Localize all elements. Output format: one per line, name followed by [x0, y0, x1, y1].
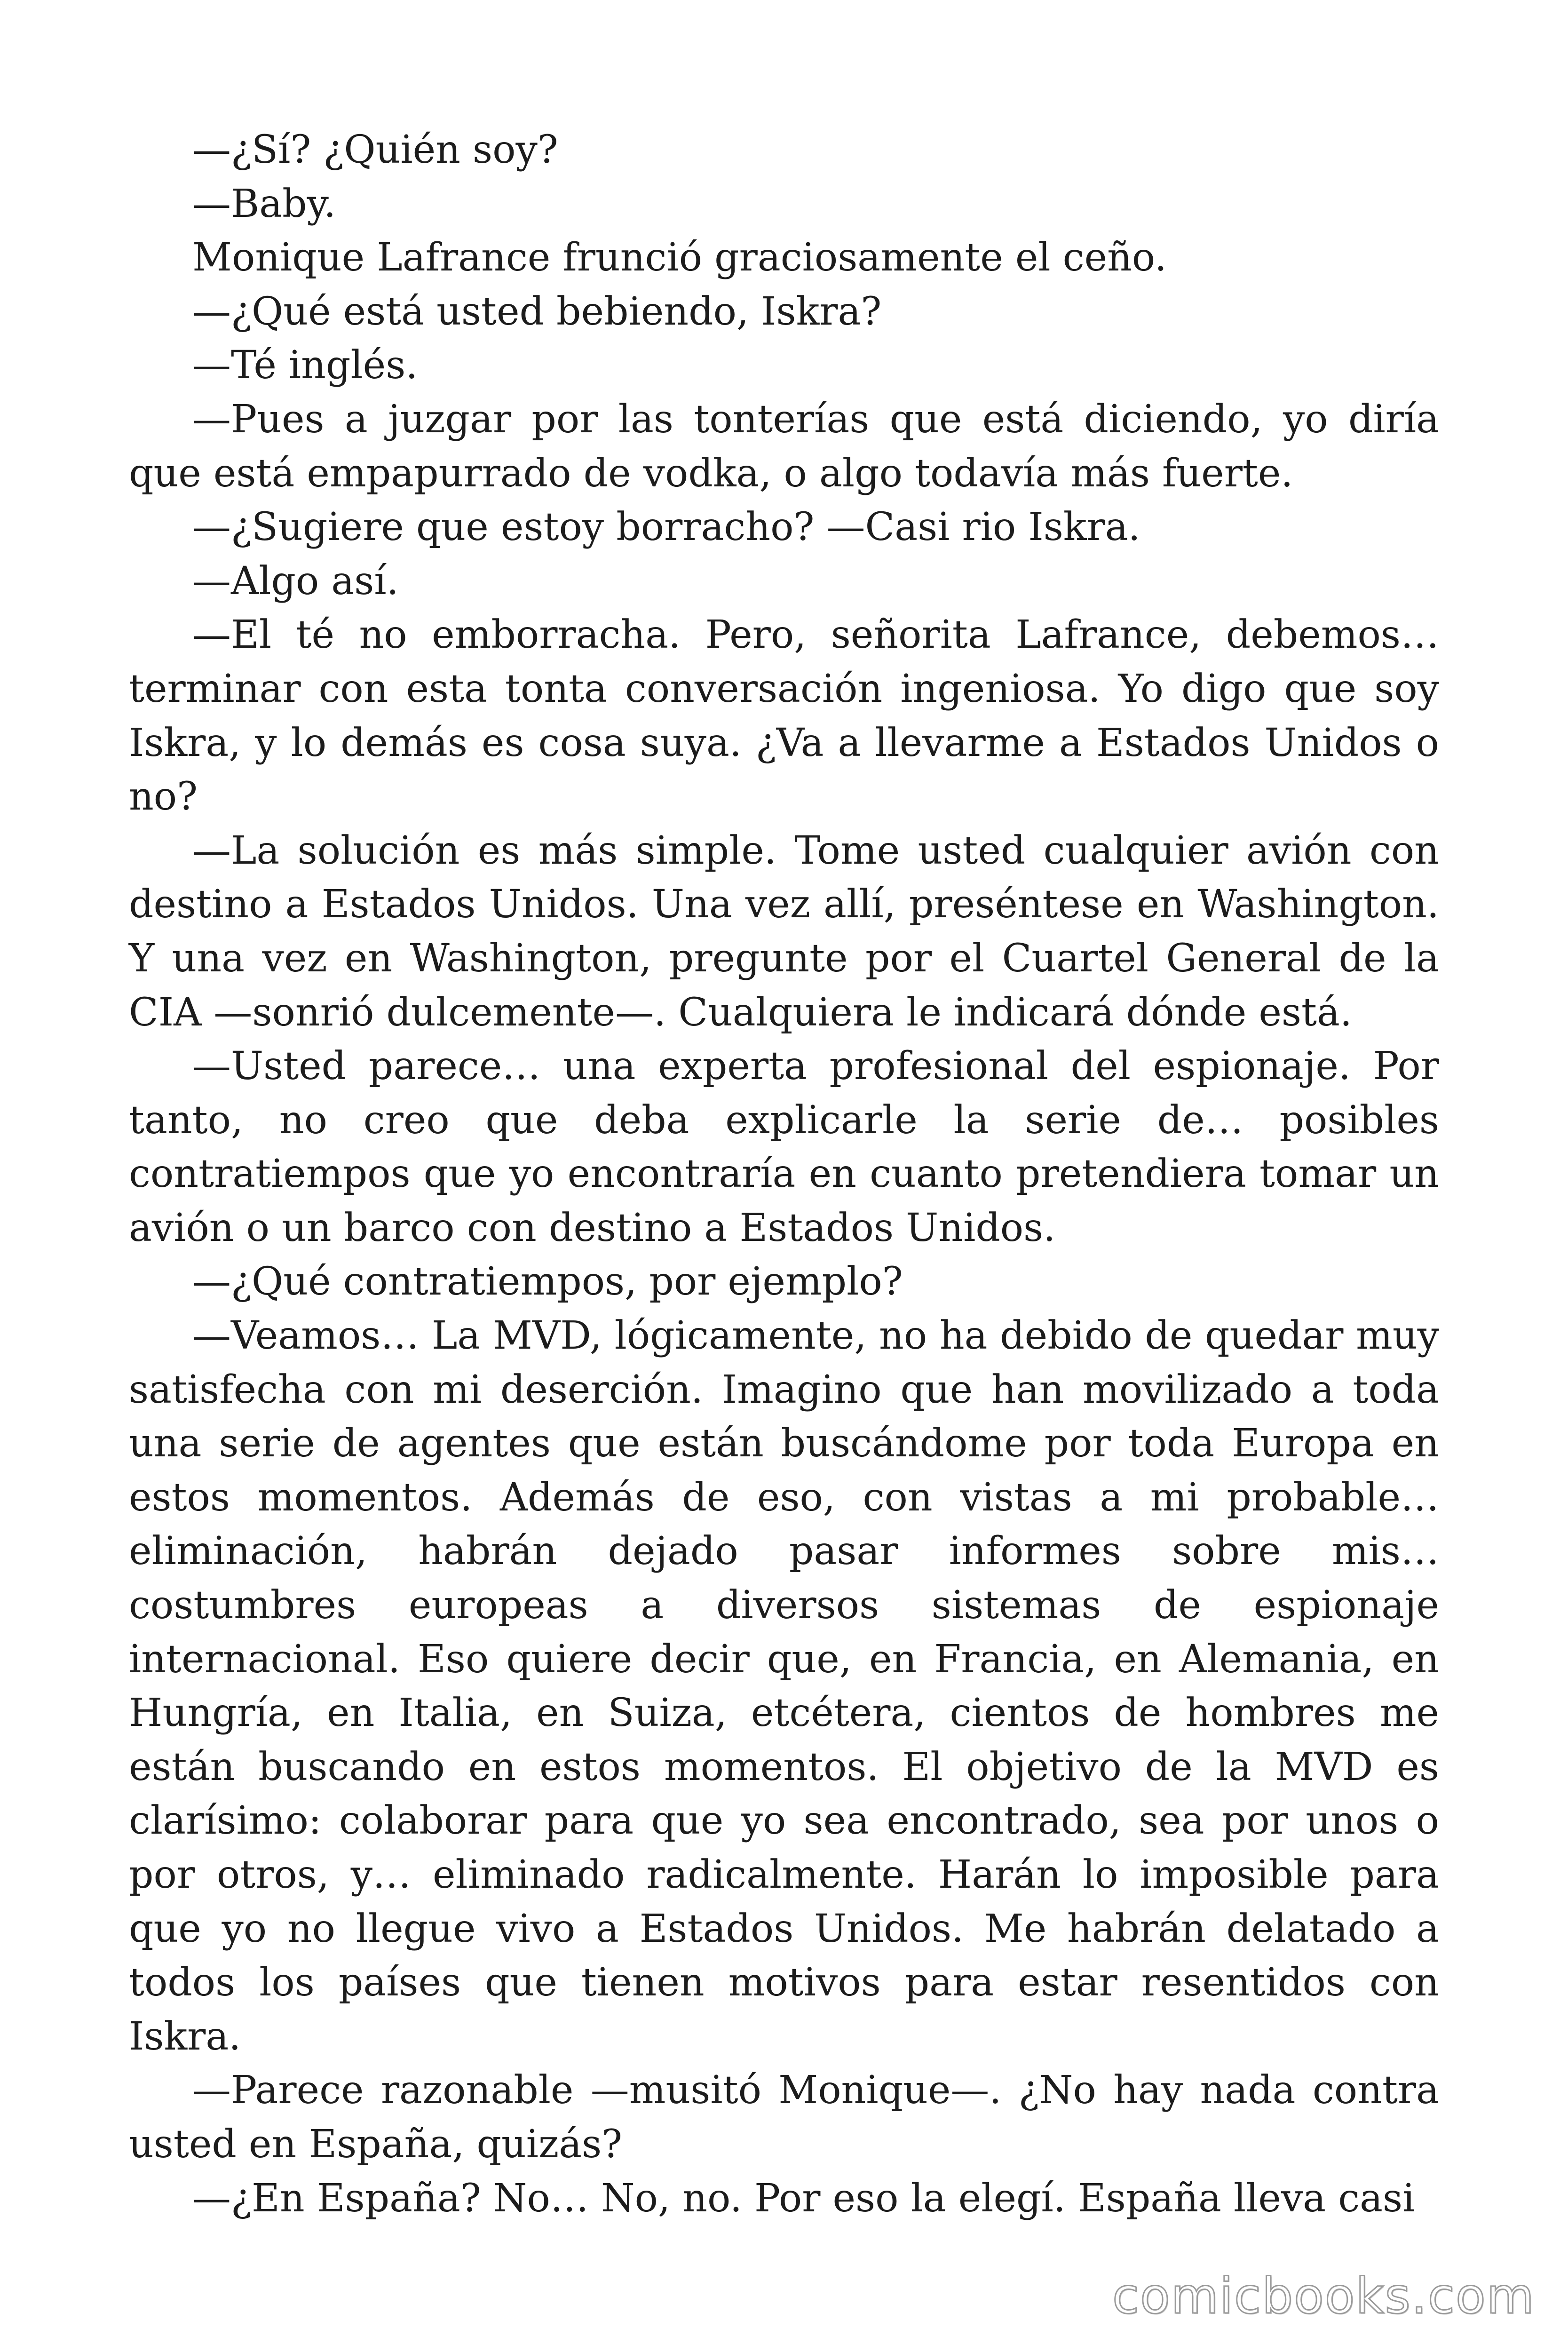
paragraph: —La solución es más simple. Tome usted cualquier avión con destino a Estados Unidos. Una vez allí, preséntese en Washington. Y una vez en Washington, pregunte por el Cuartel General de la CIA —sonrió dulcemente—. Cualquiera le indicará dónde está.	[129, 828, 1439, 1035]
paragraph: —¿Sugiere que estoy borracho? —Casi rio Iskra.	[192, 505, 1140, 550]
paragraph: Monique Lafrance frunció graciosamente el ceño.	[192, 235, 1167, 280]
paragraph: —¿Sí? ¿Quién soy?	[192, 127, 558, 172]
paragraph: —Algo así.	[192, 558, 399, 604]
paragraph: —Parece razonable —musitó Monique—. ¿No hay nada contra usted en España, quizás?	[129, 2068, 1439, 2167]
paragraph: —Té inglés.	[192, 343, 418, 388]
body-text	[129, 123, 1439, 2225]
paragraph: —¿En España? No… No, no. Por eso la elegí. España lleva casi	[192, 2176, 1415, 2221]
paragraph: —¿Qué contratiempos, por ejemplo?	[192, 1259, 903, 1304]
paragraph: —El té no emborracha. Pero, señorita Lafrance, debemos… terminar con esta tonta conversación ingeniosa. Yo digo que soy Iskra, y lo demás es cosa suya. ¿Va a llevarme a Estados Unidos o no?	[129, 612, 1439, 819]
paragraph: —Baby.	[192, 181, 336, 226]
paragraph: —Veamos… La MVD, lógicamente, no ha debido de quedar muy satisfecha con mi deserción. Imagino que han movilizado a toda una serie de agentes que están buscándome por toda Europa en estos momentos. Además de eso, con vistas a mi probable… eliminación, habrán dejado pasar informes sobre mis… costumbres europeas a diversos sistemas de espionaje internacional. Eso quiere decir que, en Francia, en Alemania, en Hungría, en Italia, en Suiza, etcétera, cientos de hombres me están buscando en estos momentos. El objetivo de la MVD es clarísimo: colaborar para que yo sea encontrado, sea por unos o por otros, y… eliminado radicalmente. Harán lo imposible para que yo no llegue vivo a Estados Unidos. Me habrán delatado a todos los países que tienen motivos para estar resentidos con Iskra.	[129, 1313, 1439, 2059]
watermark: comicbooks.com	[1112, 2267, 1535, 2325]
paragraph: —¿Qué está usted bebiendo, Iskra?	[192, 289, 882, 334]
paragraph: —Pues a juzgar por las tonterías que está diciendo, yo diría que está empapurrado de vodka, o algo todavía más fuerte.	[129, 397, 1439, 496]
paragraph: —Usted parece… una experta profesional del espionaje. Por tanto, no creo que deba explicarle la serie de… posibles contratiempos que yo encontraría en cuanto pretendiera tomar un avión o un barco con destino a Estados Unidos.	[129, 1044, 1439, 1250]
